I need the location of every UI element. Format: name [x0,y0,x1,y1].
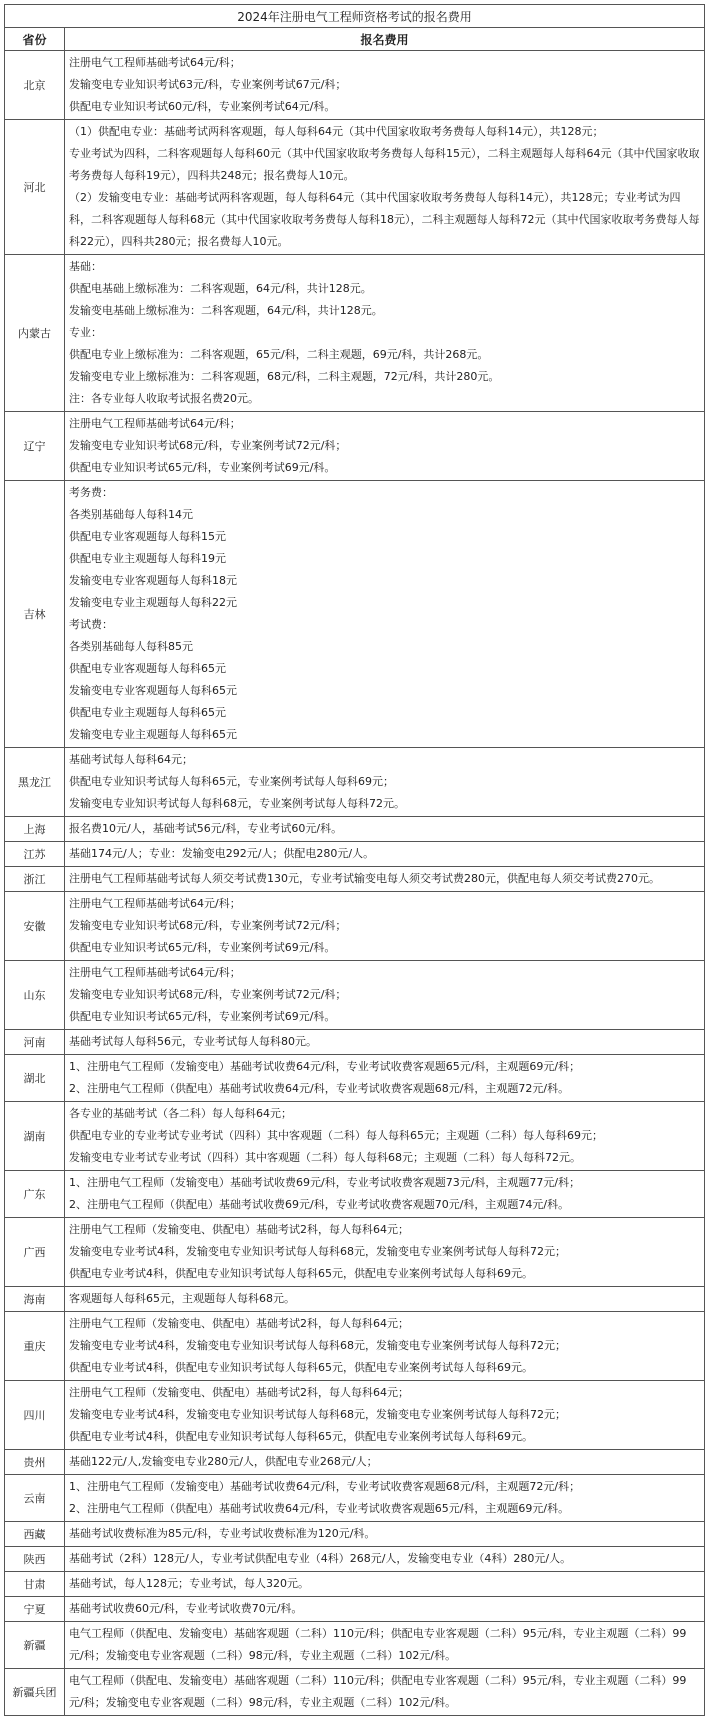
fee-line: 客观题每人每科65元，主观题每人每科68元。 [69,1292,295,1305]
fee-line: 发输变电专业客观题每人每科65元 [69,684,237,697]
table-row [5,481,705,748]
province-cell: 河南 [5,1030,65,1055]
fee-line: 供配电专业知识考试65元/科，专业案例考试69元/科。 [69,1010,336,1023]
fee-line: 注册电气工程师（发输变电、供配电）基础考试2科，每人每科64元； [69,1223,409,1236]
fee-line: 注册电气工程师（发输变电、供配电）基础考试2科，每人每科64元； [69,1386,409,1399]
table-row [5,1450,705,1475]
fee-line: 供配电专业考试4科，供配电专业知识考试每人每科65元，供配电专业案例考试每人每科69元。 [69,1267,533,1280]
fee-cell [65,961,705,1030]
table-row [5,1597,705,1622]
fee-line: 各类别基础每人每科85元 [69,640,193,653]
fee-line: 供配电专业知识考试60元/科，专业案例考试64元/科。 [69,100,336,113]
fee-cell [65,412,705,481]
fee-line: 注册电气工程师基础考试64元/科； [69,897,241,910]
fee-cell [65,51,705,120]
fee-line: 2、注册电气工程师（供配电）基础考试收费69元/科，专业考试收费客观题70元/科，主观题74元/科。 [69,1198,570,1211]
fee-line: 注：各专业每人收取考试报名费20元。 [69,392,259,405]
province-cell: 海南 [5,1287,65,1312]
fee-line: 考试费： [69,618,113,631]
fee-cell [65,1450,705,1475]
fee-line: 基础174元/人；专业：发输变电292元/人；供配电280元/人。 [69,847,375,860]
fee-line: 基础考试收费60元/科，专业考试收费70元/科。 [69,1602,303,1615]
table-row [5,1381,705,1450]
fee-cell [65,120,705,255]
fee-line: 供配电专业考试4科，供配电专业知识考试每人每科65元，供配电专业案例考试每人每科69元。 [69,1430,533,1443]
fee-line: 1、注册电气工程师（发输变电）基础考试收费64元/科，专业考试收费客观题65元/科，主观题69元/科； [69,1060,581,1073]
table-row [5,867,705,892]
fee-cell [65,1381,705,1450]
table-row [5,412,705,481]
fee-cell [65,1622,705,1669]
fee-line: 基础122元/人,发输变电专业280元/人，供配电专业268元/人； [69,1455,378,1468]
province-cell: 甘肃 [5,1572,65,1597]
fee-line: 电气工程师（供配电、发输变电）基础客观题（二科）110元/科；供配电专业客观题（二科）95元/科，专业主观题（二科）99元/科；发输变电专业客观题（二科）98元/科，专业主观题（二科）102元/科。 [69,1674,687,1709]
fee-cell [65,1287,705,1312]
fee-cell [65,842,705,867]
fee-line: 2、注册电气工程师（供配电）基础考试收费64元/科，专业考试收费客观题65元/科，主观题69元/科。 [69,1502,570,1515]
fee-line: 供配电专业的专业考试专业考试（四科）其中客观题（二科）每人每科65元；主观题（二科）每人每科69元； [69,1129,603,1142]
province-cell: 西藏 [5,1522,65,1547]
fee-line: 发输变电基础上缴标准为：二科客观题，64元/科，共计128元。 [69,304,383,317]
fee-cell [65,1171,705,1218]
fee-cell [65,1522,705,1547]
fee-line: 发输变电专业知识考试每人每科68元，专业案例考试每人每科72元。 [69,797,405,810]
province-cell: 北京 [5,51,65,120]
fee-line: 发输变电专业考试4科，发输变电专业知识考试每人每科68元，发输变电专业案例考试每人每科72元； [69,1408,566,1421]
province-cell: 湖北 [5,1055,65,1102]
province-cell: 上海 [5,817,65,842]
province-cell: 吉林 [5,481,65,748]
fee-cell [65,255,705,412]
province-cell: 安徽 [5,892,65,961]
fee-line: 基础考试收费标准为85元/科，专业考试收费标准为120元/科。 [69,1527,376,1540]
fee-cell [65,892,705,961]
fee-line: （1）供配电专业：基础考试两科客观题，每人每科64元（其中代国家收取考务费每人每科14元），共128元； [69,125,604,138]
fee-line: 供配电专业知识考试65元/科，专业案例考试69元/科。 [69,461,336,474]
fee-cell [65,1055,705,1102]
fee-cell [65,1030,705,1055]
fee-line: 发输变电专业知识考试63元/科，专业案例考试67元/科； [69,78,347,91]
province-cell: 黑龙江 [5,748,65,817]
header-row [5,28,705,51]
table-row [5,842,705,867]
fee-line: 发输变电专业考试专业考试（四科）其中客观题（二科）每人每科68元；主观题（二科）每人每科72元。 [69,1151,581,1164]
fee-line: 发输变电专业客观题每人每科18元 [69,574,237,587]
table-row [5,1030,705,1055]
province-cell: 重庆 [5,1312,65,1381]
table-row [5,120,705,255]
table-row [5,1055,705,1102]
fee-line: 基础考试每人每科56元，专业考试每人每科80元。 [69,1035,317,1048]
province-cell: 内蒙古 [5,255,65,412]
province-cell: 新疆 [5,1622,65,1669]
fee-line: 电气工程师（供配电、发输变电）基础客观题（二科）110元/科；供配电专业客观题（二科）95元/科，专业主观题（二科）99元/科；发输变电专业客观题（二科）98元/科，专业主观题（二科）102元/科。 [69,1627,687,1662]
table-row [5,748,705,817]
fee-line: 基础考试每人每科64元； [69,753,193,766]
table-row [5,255,705,412]
fee-line: 2、注册电气工程师（供配电）基础考试收费64元/科，专业考试收费客观题68元/科，主观题72元/科。 [69,1082,570,1095]
fee-line: 考务费： [69,486,113,499]
fee-line: 供配电专业主观题每人每科19元 [69,552,226,565]
table-row [5,892,705,961]
title-row [5,5,705,28]
fee-line: 注册电气工程师（发输变电、供配电）基础考试2科，每人每科64元； [69,1317,409,1330]
table-row [5,1572,705,1597]
fee-line: 发输变电专业主观题每人每科22元 [69,596,237,609]
fee-line: 供配电专业知识考试65元/科，专业案例考试69元/科。 [69,941,336,954]
table-row [5,1522,705,1547]
fee-line: 各专业的基础考试（各二科）每人每科64元； [69,1107,292,1120]
table-row [5,1171,705,1218]
province-cell: 湖南 [5,1102,65,1171]
fee-line: 供配电专业知识考试每人每科65元，专业案例考试每人每科69元； [69,775,394,788]
fee-line: 报名费10元/人，基础考试56元/科，专业考试60元/科。 [69,822,343,835]
fee-line: 专业考试为四科，二科客观题每人每科60元（其中代国家收取考务费每人每科15元），二科主观题每人每科64元（其中代国家收取考务费每人每科19元），四科共248元；报名费每人10元。 [69,147,700,182]
fee-cell [65,1475,705,1522]
fee-cell [65,1218,705,1287]
fee-line: （2）发输变电专业：基础考试两科客观题，每人每科64元（其中代国家收取考务费每人每科14元），共128元；专业考试为四科，二科客观题每人每科68元（其中代国家收取考务费每人每科18元），二科主观题每人每科72元（其中代国家收取考务费每人每科22元），四科共280元；报名费每人10元。 [69,191,700,248]
table-row [5,817,705,842]
province-cell: 浙江 [5,867,65,892]
province-cell: 云南 [5,1475,65,1522]
header-province: 省份 [5,28,65,51]
fee-cell [65,867,705,892]
fee-line: 基础考试（2科）128元/人，专业考试供配电专业（4科）268元/人，发输变电专业（4科）280元/人。 [69,1552,572,1565]
province-cell: 新疆兵团 [5,1669,65,1716]
province-cell: 河北 [5,120,65,255]
fee-line: 发输变电专业上缴标准为：二科客观题，68元/科，二科主观题，72元/科，共计280元。 [69,370,500,383]
fee-cell [65,1547,705,1572]
fee-cell [65,1572,705,1597]
table-row [5,1218,705,1287]
fee-line: 基础考试，每人128元；专业考试，每人320元。 [69,1577,309,1590]
province-cell: 宁夏 [5,1597,65,1622]
province-cell: 广东 [5,1171,65,1218]
fee-line: 注册电气工程师基础考试64元/科； [69,417,241,430]
province-cell: 陕西 [5,1547,65,1572]
table-row [5,1102,705,1171]
fee-line: 供配电专业客观题每人每科65元 [69,662,226,675]
fee-cell [65,1102,705,1171]
fee-line: 专业： [69,326,102,339]
header-fee: 报名费用 [65,28,705,51]
table-row [5,1312,705,1381]
fee-line: 注册电气工程师基础考试64元/科； [69,56,241,69]
fee-line: 供配电专业上缴标准为：二科客观题，65元/科，二科主观题，69元/科，共计268元。 [69,348,489,361]
fee-cell [65,817,705,842]
table-title: 2024年注册电气工程师资格考试的报名费用 [5,5,705,28]
table-row [5,1622,705,1669]
fee-line: 基础： [69,260,102,273]
table-row [5,51,705,120]
fee-line: 供配电专业主观题每人每科65元 [69,706,226,719]
fee-line: 发输变电专业知识考试68元/科，专业案例考试72元/科； [69,919,347,932]
province-cell: 贵州 [5,1450,65,1475]
fee-line: 发输变电专业主观题每人每科65元 [69,728,237,741]
fee-cell [65,748,705,817]
fee-document [4,4,704,1716]
fee-cell [65,1669,705,1716]
table-row [5,961,705,1030]
table-row [5,1287,705,1312]
fee-line: 注册电气工程师基础考试每人须交考试费130元，专业考试输变电每人须交考试费280元，供配电每人须交考试费270元。 [69,872,660,885]
fee-table-body [5,51,705,1716]
province-cell: 辽宁 [5,412,65,481]
province-cell: 山东 [5,961,65,1030]
fee-line: 供配电专业考试4科，供配电专业知识考试每人每科65元，供配电专业案例考试每人每科69元。 [69,1361,533,1374]
fee-line: 供配电基础上缴标准为：二科客观题，64元/科，共计128元。 [69,282,372,295]
fee-line: 发输变电专业知识考试68元/科，专业案例考试72元/科； [69,988,347,1001]
fee-cell [65,1597,705,1622]
fee-line: 发输变电专业知识考试68元/科，专业案例考试72元/科； [69,439,347,452]
fee-line: 发输变电专业考试4科，发输变电专业知识考试每人每科68元，发输变电专业案例考试每人每科72元； [69,1245,566,1258]
fee-cell [65,481,705,748]
fee-cell [65,1312,705,1381]
fee-line: 1、注册电气工程师（发输变电）基础考试收费69元/科，专业考试收费客观题73元/科，主观题77元/科； [69,1176,581,1189]
fee-line: 1、注册电气工程师（发输变电）基础考试收费64元/科，专业考试收费客观题68元/科，主观题72元/科； [69,1480,581,1493]
fee-table [4,4,705,1716]
province-cell: 江苏 [5,842,65,867]
fee-line: 发输变电专业考试4科，发输变电专业知识考试每人每科68元，发输变电专业案例考试每人每科72元； [69,1339,566,1352]
fee-line: 注册电气工程师基础考试64元/科； [69,966,241,979]
table-row [5,1669,705,1716]
fee-line: 供配电专业客观题每人每科15元 [69,530,226,543]
table-row [5,1475,705,1522]
province-cell: 广西 [5,1218,65,1287]
fee-line: 各类别基础每人每科14元 [69,508,193,521]
province-cell: 四川 [5,1381,65,1450]
table-row [5,1547,705,1572]
